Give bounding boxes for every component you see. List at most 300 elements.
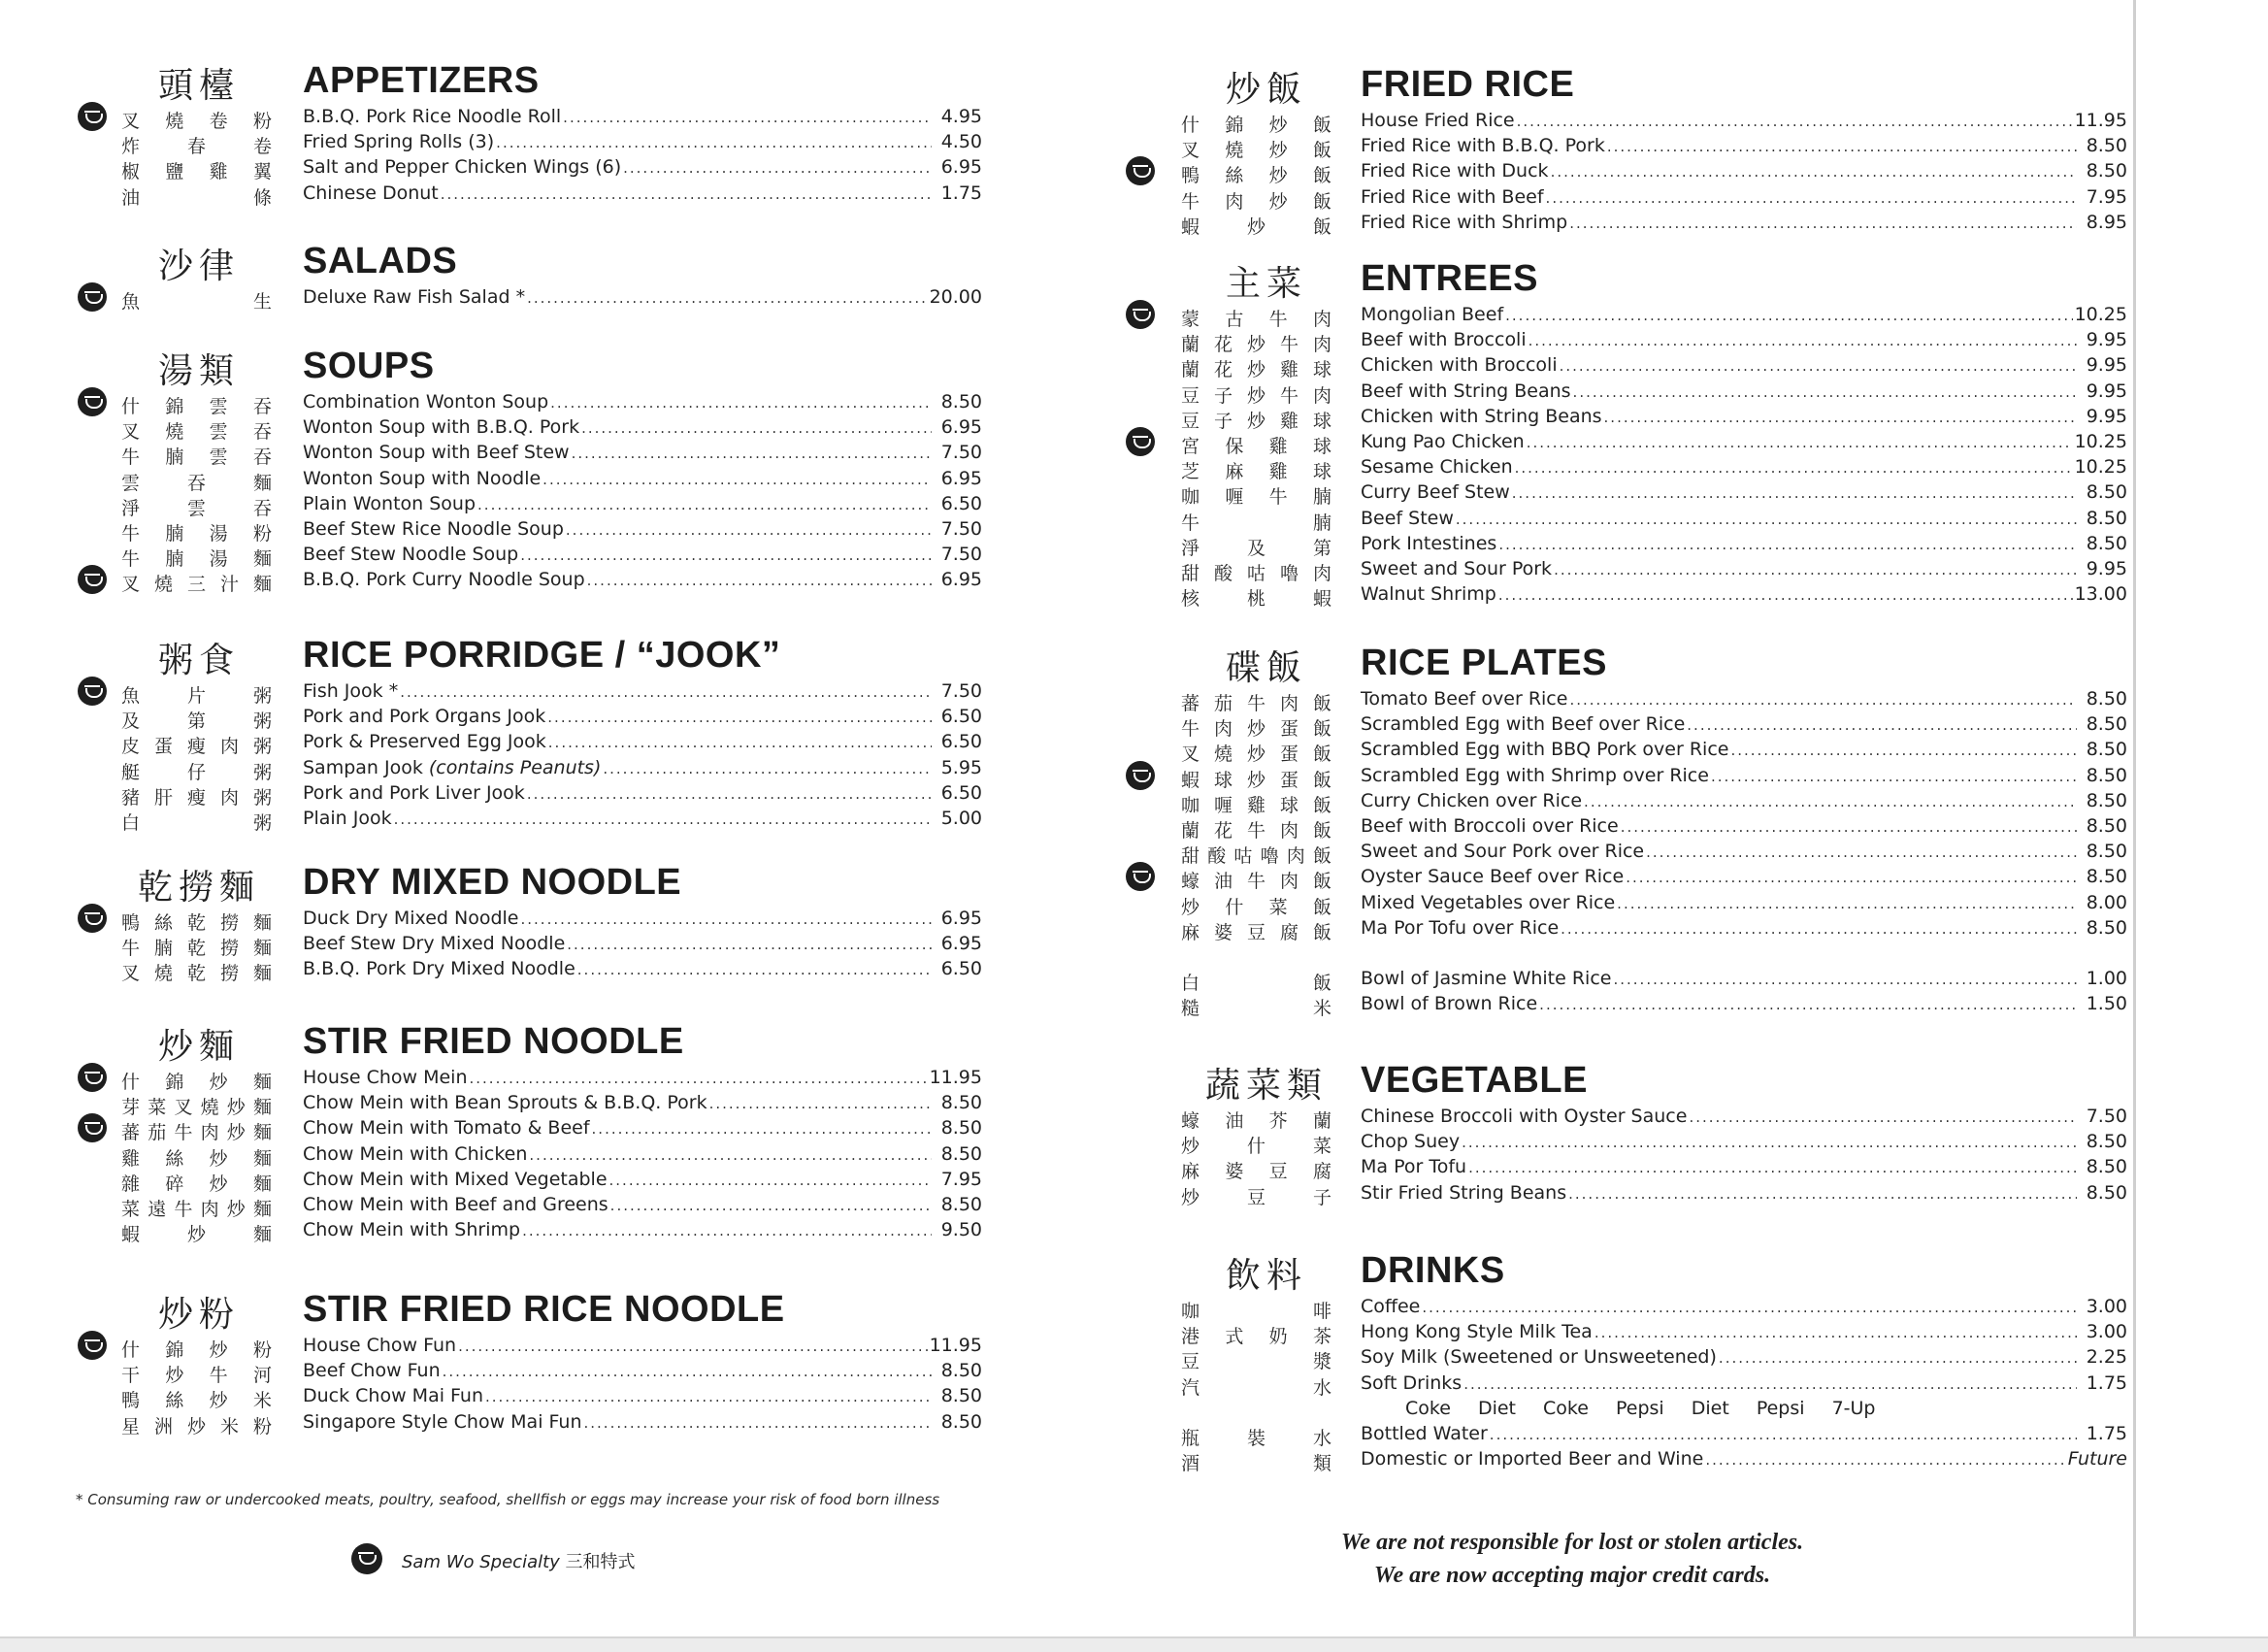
chinese-character: 宮	[1181, 435, 1200, 457]
menu-item-chinese-name	[1181, 1183, 1331, 1209]
chinese-character: 牛	[121, 446, 141, 469]
menu-item-name: Soft Drinks	[1361, 1371, 1463, 1394]
menu-item-name: House Chow Mein	[303, 1067, 468, 1088]
specialty-bowl-icon	[78, 677, 107, 706]
menu-item-name: Chicken with String Beans	[1361, 405, 1602, 427]
menu-item-english	[303, 958, 982, 979]
chinese-character: 錦	[1225, 115, 1244, 136]
chinese-character: 粥	[252, 685, 272, 707]
dot-leader	[522, 1222, 932, 1239]
dot-leader	[1626, 869, 2077, 886]
dot-leader	[1568, 1185, 2077, 1203]
menu-item-chinese-name	[121, 1336, 272, 1362]
chinese-character: 什	[121, 1339, 141, 1361]
menu-item-price: 8.50	[2086, 841, 2127, 863]
section-header	[1058, 58, 2116, 109]
menu-item-name: Wonton Soup with Noodle	[303, 467, 542, 489]
dot-leader	[577, 961, 932, 978]
menu-item-chinese-name	[121, 934, 272, 960]
menu-item-english	[1361, 1423, 2127, 1444]
menu-item-chinese-name	[1181, 509, 1331, 535]
closing-note-2: We are now accepting major credit cards.	[1373, 1563, 1771, 1588]
chinese-character: 吞	[252, 396, 272, 417]
menu-item-price: 8.00	[2086, 891, 2127, 913]
menu-item-chinese-name	[1181, 584, 1331, 611]
chinese-character: 飯	[1312, 718, 1331, 741]
chinese-character: 牛	[121, 522, 141, 545]
menu-item-name: Deluxe Raw Fish Salad *	[303, 286, 526, 308]
menu-item-price: 6.50	[940, 731, 982, 753]
menu-item-price: Future	[2067, 1448, 2127, 1470]
menu-item-name: Chow Mein with Mixed Vegetable	[303, 1168, 608, 1190]
menu-item-price: 6.95	[940, 933, 982, 955]
menu-item	[1058, 916, 2127, 943]
dot-leader	[1554, 561, 2077, 578]
menu-item-chinese-name	[121, 494, 272, 520]
chinese-character: 咖	[1181, 486, 1200, 509]
dot-leader	[1711, 768, 2077, 785]
menu-item-name: Beef Chow Fun	[303, 1360, 441, 1382]
menu-item-price: 10.25	[2074, 304, 2127, 325]
chinese-character: 米	[219, 1415, 239, 1437]
chinese-character: 粥	[252, 811, 272, 834]
dot-leader	[1517, 113, 2073, 130]
dot-leader	[1422, 1299, 2077, 1316]
menu-item-price: 8.50	[2086, 135, 2127, 157]
menu-item-name: Mongolian Beef	[1361, 304, 1504, 325]
chinese-character: 肉	[1312, 384, 1331, 407]
dot-leader	[581, 419, 932, 437]
chinese-character: 炒	[1268, 115, 1288, 136]
chinese-character: 蘭	[1181, 819, 1200, 842]
soft-drink-options-row	[1058, 1397, 2116, 1422]
chinese-character: 乾	[186, 938, 206, 960]
menu-item-name: Domestic or Imported Beer and Wine	[1361, 1448, 1704, 1470]
chinese-character: 雲	[121, 472, 141, 494]
chinese-character: 球	[1312, 359, 1331, 381]
menu-item-name: Fried Rice with Beef	[1361, 185, 1544, 208]
chinese-character: 婆	[1213, 921, 1233, 943]
menu-item-chinese-name	[1181, 1373, 1331, 1400]
chinese-character: 絲	[1225, 165, 1244, 187]
chinese-character: 炒	[209, 1072, 228, 1093]
chinese-character: 粉	[252, 522, 272, 545]
soft-drink-options: Coke Diet Coke Pepsi Diet Pepsi 7-Up	[1405, 1397, 1876, 1419]
menu-item-name: House Fried Rice	[1361, 110, 1515, 131]
chinese-character: 炒	[1246, 718, 1265, 741]
section-title: DRINKS	[1361, 1250, 1505, 1291]
dot-leader	[458, 1338, 928, 1355]
chinese-character: 豆	[1246, 921, 1265, 943]
menu-item-price: 1.75	[2086, 1422, 2127, 1444]
chinese-character: 碎	[165, 1173, 184, 1195]
chinese-character: 肉	[200, 1122, 219, 1144]
menu-item	[1058, 109, 2127, 136]
menu-item-price: 8.95	[2086, 211, 2127, 233]
dot-leader	[1569, 691, 2077, 709]
chinese-character: 飯	[1312, 896, 1331, 918]
chinese-character: 魚	[121, 291, 141, 313]
dot-leader	[548, 734, 932, 751]
menu-item-name: Bowl of Brown Rice	[1361, 993, 1538, 1015]
dot-leader	[584, 1414, 933, 1432]
chinese-character: 春	[186, 136, 206, 158]
menu-item-price: 8.50	[940, 1410, 982, 1433]
menu-item-name: B.B.Q. Pork Dry Mixed Noodle	[303, 958, 575, 980]
menu-item-english	[303, 731, 982, 752]
chinese-character: 麵	[252, 963, 272, 985]
menu-item-name: Pork and Pork Organs Jook	[303, 706, 546, 728]
menu-item-name: Oyster Sauce Beef over Rice	[1361, 866, 1625, 888]
menu-item-chinese-name	[1181, 1322, 1331, 1348]
chinese-character: 漿	[1312, 1351, 1331, 1373]
menu-item	[1058, 134, 2127, 162]
chinese-character: 粥	[252, 710, 272, 733]
menu-item-chinese-name	[1181, 432, 1331, 458]
chinese-character: 肉	[219, 786, 239, 809]
chinese-character: 咖	[1181, 794, 1200, 816]
specialty-legend	[351, 1543, 740, 1576]
chinese-character: 腩	[1312, 512, 1331, 534]
menu-item	[1058, 1181, 2127, 1208]
chinese-character: 雞	[1268, 461, 1288, 483]
chinese-character: 飯	[1312, 794, 1331, 816]
menu-item-english	[1361, 533, 2127, 554]
chinese-character: 麵	[252, 472, 272, 494]
chinese-character: 豆	[1181, 1351, 1200, 1373]
menu-item-english	[1361, 968, 2127, 989]
dot-leader	[1687, 716, 2077, 734]
menu-item	[1058, 764, 2127, 791]
menu-item-price: 7.95	[2086, 185, 2127, 208]
menu-item-chinese-name	[1181, 969, 1331, 995]
menu-item-chinese-name	[1181, 1297, 1331, 1323]
chinese-character: 炸	[121, 136, 141, 158]
menu-item-english	[1361, 329, 2127, 350]
chinese-character: 保	[1225, 435, 1244, 457]
chinese-character: 燒	[200, 1097, 219, 1119]
menu-item-price: 8.50	[2086, 688, 2127, 710]
menu-item-chinese-name	[1181, 407, 1331, 433]
chinese-character: 遠	[148, 1198, 167, 1220]
chinese-character: 湯	[209, 548, 228, 571]
legend-chinese: 三和特式	[565, 1552, 636, 1572]
chinese-character: 汁	[219, 574, 239, 596]
menu-item	[0, 130, 1009, 158]
chinese-character: 腩	[1312, 486, 1331, 509]
chinese-character: 油	[1225, 1110, 1244, 1132]
menu-item-english	[1361, 354, 2127, 376]
dot-leader	[1546, 189, 2077, 207]
specialty-bowl-icon	[1126, 862, 1155, 891]
menu-section	[0, 235, 1009, 311]
chinese-character: 菜	[1312, 1136, 1331, 1158]
section-header	[0, 629, 1009, 679]
menu-section	[0, 629, 1009, 832]
dot-leader	[1498, 586, 2073, 604]
menu-item	[0, 1218, 1009, 1246]
menu-item	[1058, 353, 2127, 381]
menu-item-chinese-name	[1181, 1132, 1331, 1158]
chinese-character: 蝦	[1312, 588, 1331, 611]
dot-leader	[1569, 215, 2077, 232]
menu-item	[0, 1359, 1009, 1387]
chinese-character: 肉	[1213, 718, 1233, 741]
chinese-character: 腐	[1279, 921, 1298, 943]
chinese-character: 燒	[165, 421, 184, 444]
chinese-character: 鴨	[121, 912, 141, 934]
menu-item-name: Duck Dry Mixed Noodle	[303, 908, 519, 929]
menu-item-chinese-name	[1181, 381, 1331, 408]
menu-item-name: Curry Chicken over Rice	[1361, 789, 1583, 811]
dot-leader	[567, 936, 932, 953]
specialty-bowl-icon	[78, 387, 107, 416]
chinese-character: 燒	[1213, 743, 1233, 766]
menu-item-english	[303, 569, 982, 590]
menu-item-chinese-name	[1181, 559, 1331, 585]
chinese-character: 鹽	[165, 161, 184, 183]
menu-item-price: 8.50	[940, 1092, 982, 1114]
dot-leader	[1646, 843, 2077, 861]
menu-item-chinese-name	[121, 157, 272, 183]
menu-item-name: Chow Mein with Chicken	[303, 1142, 528, 1165]
menu-item	[1058, 507, 2127, 534]
chinese-character: 蛋	[1279, 718, 1298, 741]
specialty-bowl-icon	[351, 1543, 382, 1574]
menu-item-name: Chow Mein with Bean Sprouts & B.B.Q. Pork	[303, 1092, 707, 1114]
chinese-character: 牛	[174, 1122, 193, 1144]
menu-item-price: 10.25	[2074, 430, 2127, 452]
menu-item-chinese-name	[1181, 740, 1331, 766]
chinese-character: 第	[186, 710, 206, 733]
chinese-character: 水	[1312, 1427, 1331, 1449]
menu-item-price: 1.75	[2086, 1371, 2127, 1394]
specialty-bowl-icon	[1126, 300, 1155, 329]
menu-item	[0, 155, 1009, 181]
dot-leader	[1539, 996, 2077, 1013]
chinese-character: 麵	[252, 1097, 272, 1119]
chinese-character: 炒	[1181, 896, 1200, 918]
menu-item-price: 8.50	[2086, 916, 2127, 939]
menu-item-price: 10.25	[2074, 456, 2127, 479]
menu-item-name: Sesame Chicken	[1361, 456, 1513, 479]
menu-item-chinese-name	[121, 783, 272, 809]
menu-item	[1058, 840, 2127, 868]
menu-item-price: 20.00	[929, 286, 982, 308]
chinese-character: 蛋	[153, 736, 173, 758]
menu-item-name: Salt and Pepper Chicken Wings (6)	[303, 156, 622, 179]
menu-item-chinese-name	[1181, 689, 1331, 715]
menu-item-chinese-name	[121, 519, 272, 545]
chinese-character: 雲	[209, 421, 228, 444]
dot-leader	[1584, 793, 2077, 810]
chinese-character: 芥	[1268, 1110, 1288, 1132]
menu-item	[1058, 1320, 2127, 1348]
menu-item-name: House Chow Fun	[303, 1335, 457, 1356]
menu-item-name: Beef Stew Rice Noodle Soup	[303, 517, 564, 540]
legend-label: Sam Wo Specialty	[402, 1552, 560, 1572]
menu-item	[0, 1091, 1009, 1119]
menu-item-name: Fish Jook *	[303, 680, 399, 702]
menu-item-name: Singapore Style Chow Mai Fun	[303, 1410, 582, 1433]
chinese-character: 米	[1312, 998, 1331, 1020]
menu-item-english	[1361, 304, 2127, 325]
section-header	[0, 856, 1009, 907]
menu-item-english	[1361, 1106, 2127, 1127]
menu-item-chinese-name	[1181, 918, 1331, 944]
menu-item	[1058, 1105, 2127, 1132]
menu-section	[1058, 1054, 2127, 1208]
menu-item	[1058, 185, 2127, 213]
chinese-character: 炒	[226, 1122, 246, 1144]
chinese-character: 甜	[1181, 845, 1200, 868]
menu-item-name: Soy Milk (Sweetened or Unsweetened)	[1361, 1346, 1717, 1369]
chinese-character: 腩	[165, 522, 184, 545]
chinese-character: 麵	[252, 1173, 272, 1195]
menu-item-english	[1361, 815, 2127, 837]
chinese-character: 酸	[1213, 562, 1233, 584]
menu-item-price: 6.95	[940, 467, 982, 489]
chinese-character: 星	[121, 1415, 141, 1437]
menu-item	[1058, 1371, 2127, 1399]
section-title-chinese: 主菜	[1225, 264, 1307, 304]
chinese-character: 牛	[1246, 819, 1265, 842]
chinese-character: 牛	[1181, 512, 1200, 534]
chinese-character: 叉	[1181, 140, 1200, 162]
chinese-character: 嚕	[1260, 845, 1279, 868]
menu-item-price: 6.50	[940, 958, 982, 980]
menu-item-name: Plain Wonton Soup	[303, 492, 477, 514]
menu-section	[0, 340, 1009, 594]
menu-item-price: 8.50	[2086, 160, 2127, 182]
chinese-character: 牛	[209, 1365, 228, 1387]
chinese-character: 蒙	[1181, 309, 1200, 330]
menu-item-name: Chow Mein with Tomato & Beef	[303, 1117, 590, 1140]
menu-item-name: Bowl of Jasmine White Rice	[1361, 967, 1612, 989]
chinese-character: 蘭	[1181, 334, 1200, 356]
section-header	[0, 54, 1009, 105]
section-title: SOUPS	[303, 346, 435, 386]
page-edge-right	[2133, 0, 2268, 1650]
chinese-character: 艇	[121, 761, 141, 783]
chinese-character: 飯	[1312, 743, 1331, 766]
menu-item-english	[303, 1143, 982, 1165]
chinese-character: 港	[1181, 1326, 1200, 1348]
menu-item-chinese-name	[1181, 534, 1331, 560]
menu-item	[1058, 687, 2127, 714]
menu-item-english	[1361, 866, 2127, 887]
menu-item-english	[303, 1067, 982, 1088]
chinese-character: 叉	[1181, 743, 1200, 766]
chinese-character: 瘦	[186, 736, 206, 758]
menu-item	[1058, 814, 2127, 842]
chinese-character: 肉	[1312, 562, 1331, 584]
menu-item-english	[303, 808, 982, 829]
chinese-character: 雞	[1279, 410, 1298, 432]
menu-item-english	[1361, 186, 2127, 208]
menu-item	[0, 1168, 1009, 1193]
menu-item-name: Chicken with Broccoli	[1361, 354, 1558, 377]
menu-item-english	[1361, 135, 2127, 156]
chinese-character: 麵	[252, 1147, 272, 1170]
dot-leader	[550, 394, 932, 412]
chinese-character: 絲	[153, 912, 173, 934]
chinese-character: 肉	[219, 736, 239, 758]
menu-item-english	[1361, 508, 2127, 529]
menu-item-english	[303, 1194, 982, 1215]
dot-leader	[1573, 383, 2077, 401]
menu-item-price: 1.75	[940, 182, 982, 204]
chinese-character: 吞	[252, 421, 272, 444]
menu-item-chinese-name	[121, 1093, 272, 1119]
menu-item	[0, 1193, 1009, 1218]
section-title: ENTREES	[1361, 258, 1538, 299]
chinese-character: 白	[1181, 972, 1200, 994]
section-title-chinese: 飲料	[1225, 1256, 1307, 1296]
menu-item-name: Beef with Broccoli over Rice	[1361, 814, 1619, 837]
chinese-character: 古	[1225, 309, 1244, 330]
chinese-character: 豆	[1246, 1186, 1265, 1208]
menu-item-chinese-name	[1181, 161, 1331, 187]
menu-item-chinese-name	[1181, 482, 1331, 509]
menu-item-english	[1361, 1321, 2127, 1342]
section-header	[1058, 1054, 2116, 1105]
chinese-character: 炒	[1246, 410, 1265, 432]
menu-item-chinese-name	[1181, 842, 1331, 868]
dot-leader	[1456, 511, 2077, 528]
chinese-character: 肉	[1286, 845, 1305, 868]
chinese-character: 椒	[121, 161, 141, 183]
chinese-character: 仔	[186, 761, 206, 783]
dot-leader	[527, 289, 928, 307]
menu-item	[1058, 865, 2127, 893]
specialty-bowl-icon	[78, 282, 107, 312]
chinese-character: 什	[121, 1072, 141, 1093]
menu-item-english	[1361, 1182, 2127, 1204]
section-title-chinese: 炒麵	[157, 1027, 240, 1067]
menu-item-name: Wonton Soup with Beef Stew	[303, 442, 570, 464]
chinese-character: 麵	[252, 548, 272, 571]
menu-item	[1058, 738, 2127, 766]
menu-section	[0, 54, 1009, 207]
dot-leader	[1730, 742, 2077, 759]
chinese-character: 腩	[165, 548, 184, 571]
menu-item-price: 9.95	[2086, 329, 2127, 351]
chinese-character: 菜	[1268, 896, 1288, 918]
section-title: RICE PORRIDGE / “JOOK”	[303, 635, 781, 676]
menu-item-name: Sweet and Sour Pork over Rice	[1361, 841, 1645, 863]
chinese-character: 魚	[121, 685, 141, 707]
menu-item-name: Mixed Vegetables over Rice	[1361, 891, 1616, 913]
chinese-character: 球	[1312, 435, 1331, 457]
menu-item	[1058, 211, 2127, 238]
menu-item-chinese-name	[121, 1144, 272, 1171]
menu-item	[0, 932, 1009, 960]
menu-item-price: 6.50	[940, 492, 982, 514]
chinese-character: 飯	[1312, 165, 1331, 187]
menu-item-english	[303, 1385, 982, 1406]
menu-item	[0, 1066, 1009, 1091]
chinese-character: 生	[252, 291, 272, 313]
chinese-character: 芝	[1181, 461, 1200, 483]
chinese-character: 卷	[209, 111, 228, 132]
chinese-character: 粉	[252, 1415, 272, 1437]
menu-item-price: 4.95	[940, 106, 982, 127]
menu-item-price: 7.50	[2086, 1106, 2127, 1127]
menu-item-chinese-name	[1181, 766, 1331, 792]
chinese-character: 汽	[1181, 1376, 1200, 1399]
menu-item-english	[303, 442, 982, 463]
